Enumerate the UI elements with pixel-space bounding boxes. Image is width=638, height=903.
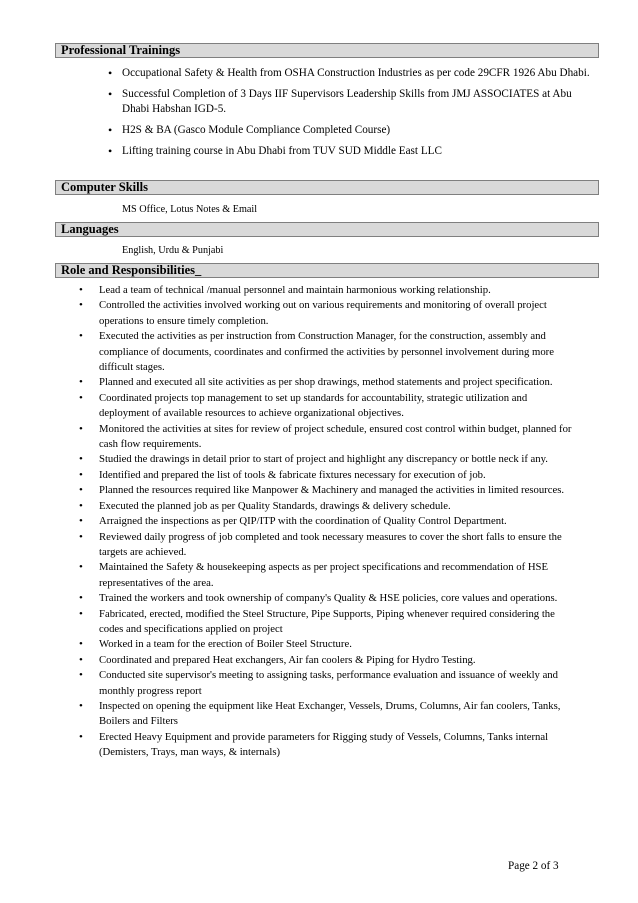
languages-text: English, Urdu & Punjabi — [122, 245, 224, 256]
computer-skills-text: MS Office, Lotus Notes & Email — [122, 204, 258, 215]
role-item: • Fabricated, erected, modified the Steel Structure, Pipe Supports, Piping whenever required considering the codes and specifications applied on project — [79, 607, 579, 638]
professional-trainings-header — [55, 43, 599, 58]
role-item: • Executed the activities as per instruction from Construction Manager, for the construction, assembly and compliance of documents, coordinates and confirmed the activities by personnel involvement during more difficult stages. — [79, 329, 579, 375]
role-item: • Conducted site supervisor's meeting to assigning tasks, performance evaluation and issuance of weekly and monthly progress report — [79, 668, 579, 699]
role-item: • Planned and executed all site activities as per shop drawings, method statements and project specification. — [79, 375, 579, 390]
role-item: • Maintained the Safety & housekeeping aspects as per project specifications and recommendation of HSE representatives of the area. — [79, 560, 579, 591]
role-item: • Reviewed daily progress of job completed and took necessary measures to cover the short falls to ensure the targets are achieved. — [79, 530, 579, 561]
role-item: • Planned the resources required like Manpower & Machinery and managed the activities in limited resources. — [79, 483, 579, 498]
languages-header — [55, 222, 599, 237]
computer-skills-header — [55, 180, 599, 195]
roles-list — [79, 283, 579, 761]
role-item: • Trained the workers and took ownership of company's Quality & HSE policies, core values and operations. — [79, 591, 579, 606]
roles-title: Role and Responsibilities_ — [61, 263, 202, 277]
role-item: • Coordinated projects top management to set up standards for accountability, strategic utilization and deployment of available resources to achieve organizational objectives. — [79, 391, 579, 422]
role-item: • Worked in a team for the erection of Boiler Steel Structure. — [79, 637, 579, 652]
role-item: • Arraigned the inspections as per QIP/ITP with the coordination of Quality Control Department. — [79, 514, 579, 529]
computer-skills-title: Computer Skills — [61, 180, 148, 194]
role-item: • Identified and prepared the list of tools & fabricate fixtures necessary for execution of job. — [79, 468, 579, 483]
role-item: • Studied the drawings in detail prior to start of project and highlight any discrepancy or bottle neck if any. — [79, 452, 579, 467]
role-item: • Erected Heavy Equipment and provide parameters for Rigging study of Vessels, Columns, Tanks internal (Demisters, Trays, man ways, & internals) — [79, 730, 579, 761]
role-item: • Inspected on opening the equipment like Heat Exchanger, Vessels, Drums, Columns, Air fan coolers, Tanks, Boilers and Filters — [79, 699, 579, 730]
training-item: • Successful Completion of 3 Days IIF Supervisors Leadership Skills from JMJ ASSOCIATES at Abu Dhabi Habshan IGD-5. — [106, 87, 596, 117]
roles-header — [55, 263, 599, 278]
role-item: • Executed the planned job as per Quality Standards, drawings & delivery schedule. — [79, 499, 579, 514]
training-item: • Lifting training course in Abu Dhabi from TUV SUD Middle East LLC — [106, 144, 596, 159]
languages-title: Languages — [61, 222, 119, 236]
role-item: • Coordinated and prepared Heat exchangers, Air fan coolers & Piping for Hydro Testing. — [79, 653, 579, 668]
professional-trainings-list — [106, 66, 596, 165]
professional-trainings-title: Professional Trainings — [61, 43, 181, 57]
training-item: • H2S & BA (Gasco Module Compliance Completed Course) — [106, 123, 596, 138]
role-item: • Lead a team of technical /manual personnel and maintain harmonious working relationship. — [79, 283, 579, 298]
training-item: • Occupational Safety & Health from OSHA Construction Industries as per code 29CFR 1926 Abu Dhabi. — [106, 66, 596, 81]
role-item: • Controlled the activities involved working out on various requirements and monitoring of overall project operations to ensure timely completion. — [79, 298, 579, 329]
role-item: • Monitored the activities at sites for review of project schedule, ensured cost control within budget, planned for cash flow requirements. — [79, 422, 579, 453]
page-number: Page 2 of 3 — [508, 860, 559, 872]
